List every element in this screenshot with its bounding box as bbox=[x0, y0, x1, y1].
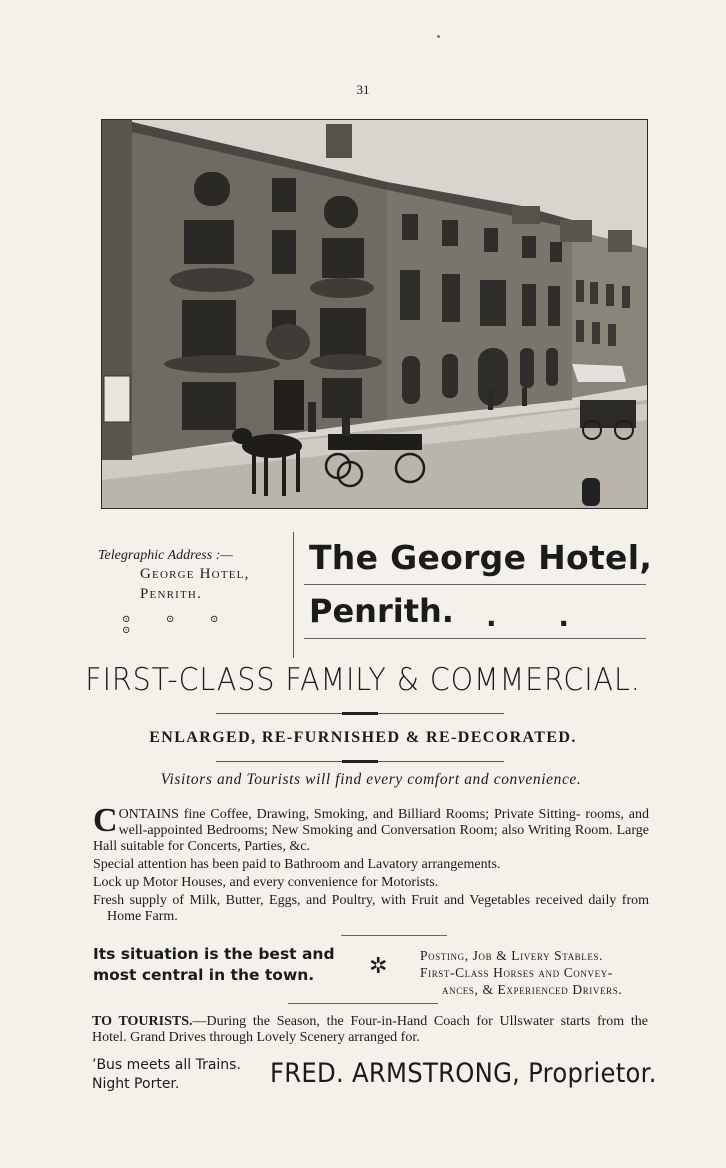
situation-line-1: Its situation is the best and bbox=[93, 945, 335, 963]
short-rule bbox=[288, 1003, 438, 1004]
telegraphic-line-2: Penrith. bbox=[140, 586, 203, 602]
situation-text bbox=[93, 944, 335, 986]
star-ornament-icon: ✲ bbox=[369, 953, 388, 978]
hotel-town: Penrith. bbox=[309, 592, 454, 630]
page-number: 31 bbox=[356, 82, 370, 97]
vertical-divider bbox=[293, 532, 294, 658]
tourists-heading: TO TOURISTS. bbox=[92, 1014, 193, 1029]
situation-line-2: most central in the town. bbox=[93, 966, 315, 984]
contains-head: ONTAINS fine Coffee, Drawing, Smoking, and Billiard Rooms; Private Sitting- bbox=[118, 807, 581, 822]
telegraphic-line-1: George Hotel, bbox=[140, 566, 250, 582]
telegraphic-address bbox=[98, 548, 290, 636]
proprietor-name: FRED. ARMSTRONG, Proprietor. bbox=[270, 1058, 657, 1089]
hotel-photograph bbox=[101, 119, 648, 509]
hotel-name: The George Hotel, bbox=[309, 538, 653, 577]
motor-houses: Lock up Motor Houses, and every convenience for Motorists. bbox=[93, 875, 439, 890]
amenities-text bbox=[93, 802, 650, 927]
fresh-supply: Fresh supply of Milk, Butter, Eggs, and Poultry, with Fruit and Vegetables received daily from Home Farm. bbox=[93, 893, 649, 924]
bus-line-1: ’Bus meets all Trains. bbox=[92, 1057, 241, 1073]
bus-notice bbox=[92, 1056, 241, 1094]
tourists-text: —During the Season, the Four-in-Hand Coach for Ullswater starts from the Hotel. Grand Drives through Lovely Scenery arranged for. bbox=[92, 1014, 648, 1045]
posting-line-2: First-Class Horses and Convey- bbox=[420, 965, 613, 980]
contains-rest: rooms, and well-appointed Bedrooms; New Smoking and Conversation Room; also Writing Room. Large Hall suitable for Concerts, Parties, &c. bbox=[93, 807, 650, 854]
posting-text bbox=[420, 947, 648, 998]
visitors-line: Visitors and Tourists will find every comfort and convenience. bbox=[160, 771, 582, 788]
title-rule bbox=[304, 638, 646, 639]
tagline: FIRST-CLASS FAMILY & COMMERCIAL. bbox=[85, 662, 641, 698]
ornamental-rule bbox=[216, 760, 504, 763]
ornament-dots: ⊙ ⊙ ⊙⊙ bbox=[122, 614, 219, 636]
short-rule bbox=[341, 935, 447, 936]
ornamental-rule bbox=[216, 712, 504, 715]
special-attention: Special attention has been paid to Bathroom and Lavatory arrangements. bbox=[93, 857, 501, 872]
enlarged-heading: ENLARGED, RE-FURNISHED & RE-DECORATED. bbox=[149, 729, 577, 746]
drop-cap: C bbox=[93, 802, 118, 839]
tourists-notice bbox=[92, 1014, 648, 1046]
telegraphic-label: Telegraphic Address :— bbox=[98, 548, 233, 563]
paper-mark bbox=[437, 35, 440, 38]
title-rule bbox=[304, 584, 646, 585]
title-dots: . . bbox=[486, 600, 596, 633]
posting-line-1: Posting, Job & Livery Stables. bbox=[420, 948, 604, 963]
posting-line-3: ances, & Experienced Drivers. bbox=[442, 982, 623, 997]
bus-line-2: Night Porter. bbox=[92, 1076, 180, 1092]
